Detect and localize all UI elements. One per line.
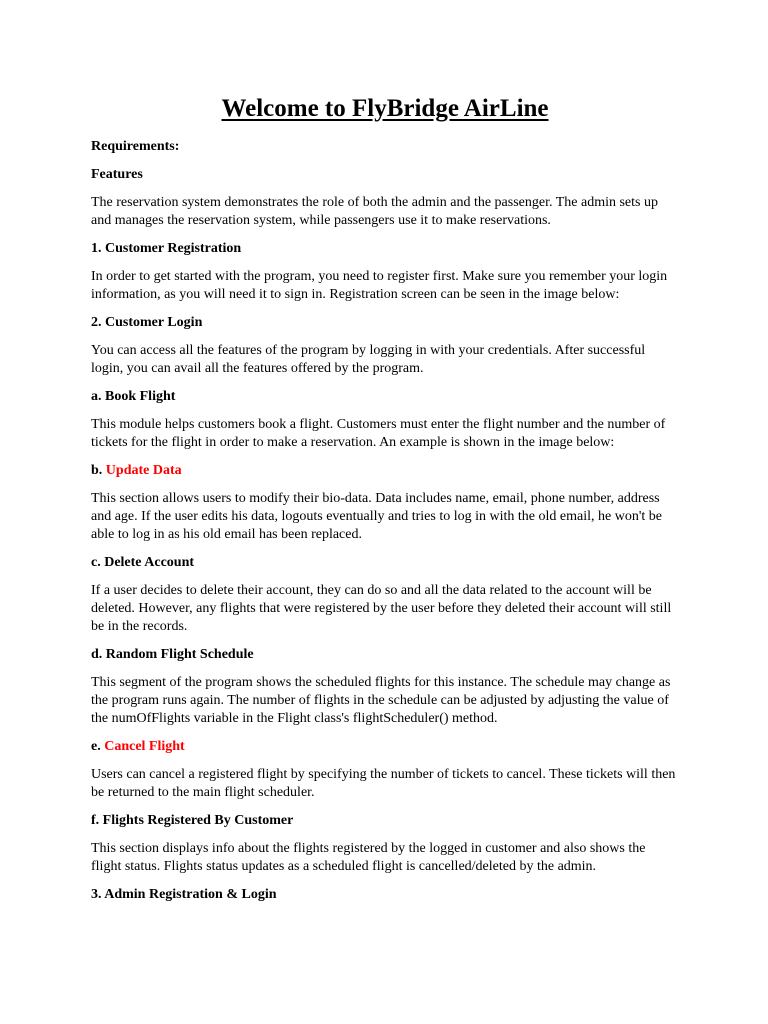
admin-registration-heading: 3. Admin Registration & Login	[91, 887, 277, 902]
page-title: Welcome to FlyBridge AirLine	[221, 95, 549, 122]
update-data-title: Update Data	[105, 463, 182, 478]
delete-account-paragraph: If a user decides to delete their account, they can do so and all the data related to the account will be deleted. However, any flights that were registered by the user before they deleted their account will still be in the records.	[91, 583, 672, 634]
flights-registered-heading: f. Flights Registered By Customer	[91, 813, 294, 828]
customer-login-paragraph: You can access all the features of the program by logging in with your credentials. After successful login, you can avail all the features offered by the program.	[91, 343, 646, 376]
delete-account-heading: c. Delete Account	[91, 555, 195, 570]
cancel-flight-heading	[91, 738, 679, 756]
update-data-prefix: b.	[91, 463, 106, 478]
cancel-flight-title: Cancel Flight	[104, 739, 185, 754]
customer-registration-heading: 1. Customer Registration	[91, 241, 242, 256]
cancel-flight-prefix: e.	[91, 739, 105, 754]
random-flight-schedule-paragraph: This segment of the program shows the scheduled flights for this instance. The schedule may change as the program runs again. The number of flights in the schedule can be adjusted by adjusting the value of the numOfFlights variable in the Flight class's flightScheduler() method.	[91, 675, 671, 726]
features-heading: Features	[91, 167, 143, 182]
intro-paragraph: The reservation system demonstrates the role of both the admin and the passenger. The admin sets up and manages the reservation system, while passengers use it to make reservations.	[91, 195, 658, 228]
customer-login-heading: 2. Customer Login	[91, 315, 203, 330]
cancel-flight-paragraph: Users can cancel a registered flight by specifying the number of tickets to cancel. These tickets will then be returned to the main flight scheduler.	[91, 767, 676, 800]
document-page	[91, 93, 679, 914]
book-flight-paragraph: This module helps customers book a flight. Customers must enter the flight number and the number of tickets for the flight in order to make a reservation. An example is shown in the image below:	[91, 417, 666, 450]
flights-registered-paragraph: This section displays info about the flights registered by the logged in customer and also shows the flight status. Flights status updates as a scheduled flight is cancelled/deleted by the admin.	[91, 841, 646, 874]
requirements-heading: Requirements:	[91, 139, 180, 154]
update-data-heading	[91, 462, 679, 480]
customer-registration-paragraph: In order to get started with the program, you need to register first. Make sure you remember your login information, as you will need it to sign in. Registration screen can be seen in the image below:	[91, 269, 668, 302]
random-flight-schedule-heading: d. Random Flight Schedule	[91, 647, 254, 662]
book-flight-heading: a. Book Flight	[91, 389, 176, 404]
update-data-paragraph: This section allows users to modify their bio-data. Data includes name, email, phone number, address and age. If the user edits his data, logouts eventually and tries to log in with the old email, he won't be able to log in as his old email has been replaced.	[91, 491, 662, 542]
